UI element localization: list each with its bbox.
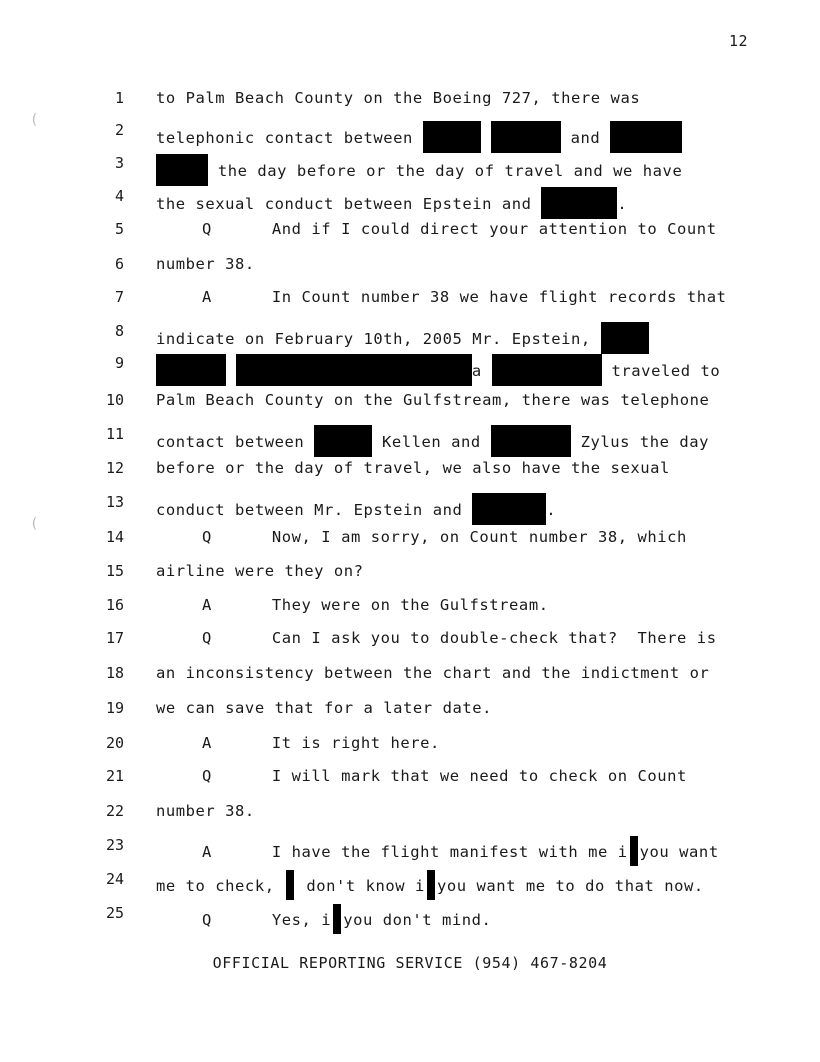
text-segment: you want — [639, 843, 719, 861]
text-segment: you want me to do that now. — [436, 877, 704, 895]
redaction-box — [314, 425, 372, 457]
line-text — [156, 121, 682, 153]
text-segment: number 38. — [156, 802, 255, 820]
redaction-box — [236, 354, 472, 386]
line-number: 16 — [105, 596, 124, 614]
line-text — [156, 354, 720, 386]
text-segment: A — [202, 734, 212, 752]
line-text — [156, 664, 709, 682]
text-segment: A — [202, 596, 212, 614]
transcript-line — [0, 664, 820, 688]
line-text — [156, 836, 719, 866]
line-number: 20 — [105, 734, 124, 752]
line-number: 12 — [105, 459, 124, 477]
line-text — [156, 154, 682, 186]
line-number: 2 — [114, 121, 124, 139]
line-number: 5 — [114, 220, 124, 238]
text-segment: Q — [202, 220, 212, 238]
text-segment: an inconsistency between the chart and the indictment or — [156, 664, 710, 682]
transcript-line — [0, 734, 820, 758]
text-segment: A — [202, 843, 212, 861]
text-segment: Q — [202, 767, 212, 785]
transcript-line — [0, 459, 820, 483]
line-text — [156, 220, 717, 238]
line-text — [156, 734, 440, 752]
transcript-line — [0, 699, 820, 723]
text-segment: Palm Beach County on the Gulfstream, there was telephone — [156, 391, 710, 409]
transcript-line — [0, 121, 820, 145]
text-segment: Yes, i — [271, 911, 332, 929]
text-segment: contact between — [156, 433, 315, 451]
line-number: 21 — [105, 767, 124, 785]
footer: OFFICIAL REPORTING SERVICE (954) 467-8204 — [212, 954, 608, 972]
text-segment: It is right here. — [271, 734, 440, 752]
text-segment: I will mark that we need to check on Count — [271, 767, 687, 785]
transcript-line — [0, 288, 820, 312]
transcript-line — [0, 493, 820, 517]
line-number: 22 — [105, 802, 124, 820]
transcript-line — [0, 154, 820, 178]
transcript-line — [0, 354, 820, 378]
transcript-line — [0, 629, 820, 653]
text-segment: me to check, — [156, 877, 285, 895]
text-segment: you don't mind. — [343, 911, 492, 929]
line-number: 17 — [105, 629, 124, 647]
text-segment: indicate on February 10th, 2005 Mr. Epstein, — [156, 330, 601, 348]
text-segment: number 38. — [156, 255, 255, 273]
transcript-line — [0, 528, 820, 552]
redaction-mark — [286, 870, 294, 900]
line-text — [156, 288, 726, 306]
text-segment: . — [546, 501, 557, 519]
line-text — [156, 187, 627, 219]
line-number: 14 — [105, 528, 124, 546]
line-number: 23 — [105, 836, 124, 854]
text-segment: Zylus the day — [570, 433, 710, 451]
text-segment: . — [617, 195, 628, 213]
text-segment: Q — [202, 528, 212, 546]
redaction-box — [491, 121, 561, 153]
text-segment: In Count number 38 we have flight records that — [271, 288, 727, 306]
text-segment: airline were they on? — [156, 562, 364, 580]
text-segment: Kellen and — [372, 433, 491, 451]
line-text — [156, 425, 709, 457]
redaction-box — [610, 121, 682, 153]
line-text — [156, 904, 491, 934]
line-text — [156, 89, 640, 107]
text-segment: to Palm Beach County on the Boeing 727, there was — [156, 89, 641, 107]
text-segment: I have the flight manifest with me i — [271, 843, 628, 861]
text-segment: Q — [202, 911, 212, 929]
transcript-line — [0, 322, 820, 346]
text-segment: before or the day of travel, we also have the sexual — [156, 459, 670, 477]
redaction-box — [601, 322, 649, 354]
line-text — [156, 528, 687, 546]
line-number: 4 — [114, 187, 124, 205]
transcript-line — [0, 802, 820, 826]
line-number: 3 — [114, 154, 124, 172]
line-number: 25 — [105, 904, 124, 922]
line-text — [156, 699, 492, 717]
redaction-box — [492, 354, 602, 386]
redaction-mark — [630, 836, 638, 866]
line-text — [156, 767, 687, 785]
line-number: 24 — [105, 870, 124, 888]
transcript-line — [0, 904, 820, 928]
transcript-line — [0, 255, 820, 279]
text-segment: They were on the Gulfstream. — [271, 596, 549, 614]
line-text — [156, 562, 364, 580]
line-number: 7 — [114, 288, 124, 306]
line-number: 8 — [114, 322, 124, 340]
transcript-line — [0, 425, 820, 449]
line-number: 10 — [105, 391, 124, 409]
transcript-line — [0, 562, 820, 586]
redaction-box — [423, 121, 481, 153]
text-segment — [481, 129, 491, 147]
text-segment: the day before or the day of travel and we have — [208, 162, 683, 180]
margin-mark: ( — [30, 112, 39, 128]
text-segment: Can I ask you to double-check that? There is — [271, 629, 717, 647]
text-segment: conduct between Mr. Epstein and — [156, 501, 473, 519]
transcript-line — [0, 220, 820, 244]
transcript-line — [0, 870, 820, 894]
line-text — [156, 596, 549, 614]
margin-mark: ( — [30, 516, 39, 532]
text-segment: Q — [202, 629, 212, 647]
text-segment: traveled to — [601, 362, 721, 380]
line-number: 9 — [114, 354, 124, 372]
text-segment — [226, 362, 236, 380]
text-segment: the sexual conduct between Epstein and — [156, 195, 542, 213]
line-number: 13 — [105, 493, 124, 511]
line-number: 6 — [114, 255, 124, 273]
text-segment: Now, I am sorry, on Count number 38, which — [271, 528, 687, 546]
line-number: 1 — [114, 89, 124, 107]
redaction-box — [491, 425, 571, 457]
redaction-box — [156, 154, 208, 186]
text-segment: and — [560, 129, 611, 147]
redaction-box — [156, 354, 226, 386]
redaction-box — [541, 187, 617, 219]
text-segment: we can save that for a later date. — [156, 699, 492, 717]
transcript-line — [0, 596, 820, 620]
transcript-line — [0, 836, 820, 860]
line-number: 19 — [105, 699, 124, 717]
text-segment: don't know i — [296, 877, 425, 895]
transcript-line — [0, 767, 820, 791]
redaction-mark — [333, 904, 341, 934]
line-text — [156, 493, 556, 525]
line-text — [156, 629, 717, 647]
line-text — [156, 322, 649, 354]
redaction-box — [472, 493, 546, 525]
line-text — [156, 802, 255, 820]
redaction-mark — [427, 870, 435, 900]
line-number: 15 — [105, 562, 124, 580]
line-number: 18 — [105, 664, 124, 682]
line-number: 11 — [105, 425, 124, 443]
text-segment: And if I could direct your attention to Count — [271, 220, 717, 238]
transcript-line — [0, 89, 820, 113]
line-text — [156, 459, 670, 477]
line-text — [156, 391, 709, 409]
text-segment: telephonic contact between — [156, 129, 423, 147]
page-number: 12 — [729, 32, 749, 50]
transcript-line — [0, 391, 820, 415]
line-text — [156, 870, 704, 900]
transcript-line — [0, 187, 820, 211]
line-text — [156, 255, 255, 273]
text-segment: A — [202, 288, 212, 306]
text-segment: a — [471, 362, 492, 380]
